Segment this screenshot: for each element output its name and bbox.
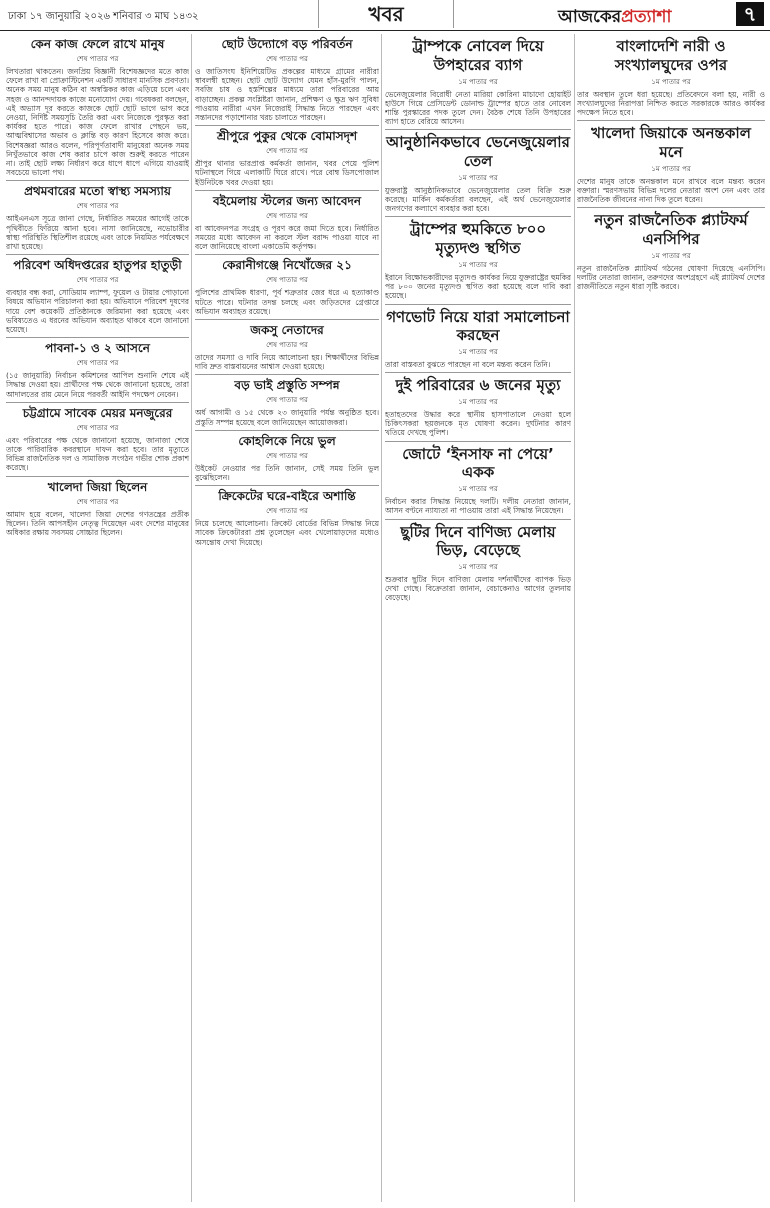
article-headline: চট্টগ্রামে সাবেক মেয়র মনজুরের xyxy=(22,405,173,420)
continued-from: শেষ পাতার পর xyxy=(76,359,119,368)
column-divider xyxy=(191,34,192,1202)
article xyxy=(577,207,765,291)
article-body: তাদের সমস্যা ও দাবি নিয়ে আলোচনা হয়। শিক্ষার্থীদের বিভিন্ন দাবি দ্রুত বাস্তবায়নের আশ্বাস দেওয়া হয়েছে। xyxy=(195,353,379,372)
article xyxy=(195,430,379,482)
article-divider xyxy=(6,180,189,181)
article-body: নিয়ে চলেছে আলোচনা। ক্রিকেট বোর্ডের বিভিন্ন সিদ্ধান্ত নিয়ে সাবেক ক্রিকেটাররা প্রশ্ন তুলেছেন এবং খেলোয়াড়দের মধ্যেও অসন্তোষ দেখা দিয়েছে। xyxy=(195,519,379,547)
article xyxy=(195,254,379,316)
article-body: যুক্তরাষ্ট্র আনুষ্ঠানিকভাবে ভেনেজুয়েলার তেল বিক্রি শুরু করেছে। মার্কিন কর্মকর্তারা বলছেন, এই অর্থ ভেনেজুয়েলার জনগণের কল্যাণে ব্যবহার করা হবে। xyxy=(385,185,571,214)
dateline: ঢাকা ১৭ জানুয়ারি ২০২৬ শনিবার ৩ মাঘ ১৪৩২ xyxy=(8,11,199,22)
article-body: উইকেট নেওয়ার পর তিনি জানান, সেই সময় তিনি ভুল বুঝেছিলেন। xyxy=(195,463,379,483)
continued-from: শেষ পাতার পর xyxy=(76,497,119,506)
continued-from: শেষ পাতার পর xyxy=(76,276,119,285)
continued-from: শেষ পাতার পর xyxy=(266,451,308,460)
article-headline: কেরানীগঞ্জে নিখোঁজের ২১ xyxy=(222,258,352,273)
article-divider xyxy=(385,216,571,217)
article-body: লিখতারা থাকতেন। জনপ্রিয় বিজ্ঞানী বিশেষজ্ঞদের মতে কাজ ফেলে রাখা বা প্রোক্রাস্টিনেশন একটি সাধারণ মানসিক প্রবণতা। অনেক সময় মানুষ কঠিন বা অস্বস্তিকর কাজ এড়িয়ে চলে এবং সহজ ও আনন্দদায়ক কাজে মনোযোগ দেয়। গবেষকরা বলছেন, এই অভ্যাস দূর করতে কাজকে ছোট ছোট ভাগে ভাগ করে নেওয়া, নির্দিষ্ট সময়সূচি তৈরি করা এবং নিজেকে পুরস্কৃত করা কার্যকর হতে পারে। কাজ ফেলে রাখার পেছনে ভয়, আত্মবিশ্বাসের অভাব ও ক্লান্তি বড় কারণ হিসেবে কাজ করে। বিশেষজ্ঞরা আরও বলেন, পরিপূর্ণতাবাদী মানুষেরা অনেক সময় নিখুঁতভাবে কাজ শেষ করার চাপে কাজ শুরুই করতে পারেন না। তাই ছোট লক্ষ্য নির্ধারণ করে ধাপে ধাপে এগিয়ে যাওয়াই সবচেয়ে ভালো পথ। xyxy=(6,67,189,178)
article-body: দেশের মানুষ তাকে অনন্তকাল মনে রাখবে বলে মন্তব্য করেন বক্তারা। স্মরণসভায় বিভিন্ন দলের নেতারা অংশ নেন এবং তার রাজনৈতিক জীবনের নানা দিক তুলে ধরেন। xyxy=(577,176,765,205)
article-headline: জকসু নেতাদের xyxy=(250,323,324,338)
continued-from: শেষ পাতার পর xyxy=(266,341,308,350)
article-divider xyxy=(577,120,765,121)
article-divider xyxy=(385,129,571,130)
column-2 xyxy=(195,34,379,1202)
article xyxy=(6,254,189,334)
article-headline: খালেদা জিয়া ছিলেন xyxy=(47,479,148,494)
article-headline: নতুন রাজনৈতিক প্ল্যাটফর্ম এনসিপির xyxy=(594,211,748,248)
article-divider xyxy=(195,125,379,126)
article-headline: ছোট উদ্যোগে বড় পরিবর্তন xyxy=(221,37,353,51)
continued-from: ১ম পাতার পর xyxy=(458,77,498,86)
article xyxy=(6,402,189,473)
article-body: এবং পরিবারের পক্ষ থেকে জানানো হয়েছে, জানাজা শেষে তাকে পারিবারিক কবরস্থানে দাফন করা হবে। তার মৃত্যুতে বিভিন্ন রাজনৈতিক দল ও সামাজিক সংগঠন গভীর শোক প্রকাশ করেছে। xyxy=(6,435,189,473)
column-1 xyxy=(6,34,189,1202)
article-headline: ছুটির দিনে বাণিজ্য মেলায় ভিড়, বেড়েছে xyxy=(400,522,556,560)
article-divider xyxy=(6,337,189,338)
article-divider xyxy=(195,190,379,191)
article-body: শুক্রবার ছুটির দিনে বাণিজ্য মেলায় দর্শনার্থীদের ব্যাপক ভিড় দেখা গেছে। বিক্রেতারা জানান, বেচাকেনাও আগের তুলনায় বেড়েছে। xyxy=(385,575,571,603)
brand-logo xyxy=(558,4,671,32)
continued-from: ১ম পাতার পর xyxy=(458,260,498,269)
page-number: ৭ xyxy=(736,2,764,26)
article-divider xyxy=(195,430,379,431)
article-body: ভেনেজুয়েলার বিরোধী নেতা মারিয়া কোরিনা মাচাদো হোয়াইট হাউসে গিয়ে প্রেসিডেন্ট ডোনাল্ড ট্রাম্পের হাতে তার নোবেল শান্তি পুরস্কারের পদক তুলে দেন। বৈঠক শেষে তিনি উপহারের ব্যাগ হাতে বেরিয়ে আসেন। xyxy=(385,89,571,127)
article xyxy=(6,476,189,538)
article-headline: ট্রাম্পকে নোবেল দিয়ে উপহারের ব্যাগ xyxy=(412,37,544,74)
article-body: ও জাতিসংঘ ইনিশিয়েটিভ প্রকল্পের মাধ্যমে গ্রামের নারীরা স্বাবলম্বী হচ্ছেন। ছোট ছোট উদ্যোগ যেমন হাঁস-মুরগি পালন, সবজি চাষ ও হস্তশিল্পের মাধ্যমে তারা পরিবারের আয় বাড়াচ্ছেন। প্রকল্প সংশ্লিষ্টরা জানান, প্রশিক্ষণ ও ক্ষুদ্র ঋণ সুবিধা পাওয়ায় নারীরা এখন নিজেরাই সিদ্ধান্ত নিতে পারছেন এবং সন্তানদের পড়াশোনার খরচ চালাতে পারছেন। xyxy=(195,67,379,123)
column-4 xyxy=(577,34,765,1202)
continued-from: শেষ পাতার পর xyxy=(266,55,308,63)
continued-from: ১ম পাতার পর xyxy=(458,397,498,406)
continued-from: ১ম পাতার পর xyxy=(458,563,498,571)
article xyxy=(385,304,571,370)
article-headline: জোটে ‘ইনসাফ না পেয়ে’ একক xyxy=(402,444,554,482)
article-divider xyxy=(385,441,571,442)
continued-from: শেষ পাতার পর xyxy=(266,147,308,156)
section-title: খবর xyxy=(318,0,454,28)
article xyxy=(385,216,571,300)
article-body: ইরানে বিক্ষোভকারীদের মৃত্যুদণ্ড কার্যকর নিয়ে যুক্তরাষ্ট্রের হুমকির পর ৮০০ জনের মৃত্যুদণ্ড স্থগিত করা হয়েছে বলে দাবি করা হয়েছে। xyxy=(385,272,571,301)
continued-from: শেষ পাতার পর xyxy=(266,211,308,220)
article xyxy=(195,319,379,371)
article-divider xyxy=(385,304,571,305)
article-body: ব্যবহার বন্ধ করা, সোডিয়াম ল্যাম্প, ফুয়েল ও টায়ার পোড়ানো বিষয়ে অভিযান পরিচালনা করা হয়। অভিযানে পরিবেশ দূষণের দায়ে বেশ কয়েকটি প্রতিষ্ঠানকে জরিমানা করা হয়েছে এবং ভবিষ্যতেও এ ধরনের অভিযান অব্যাহত থাকবে বলে জানানো হয়েছে। xyxy=(6,288,189,335)
article-divider xyxy=(6,476,189,477)
article-headline: শ্রীপুরে পুকুর থেকে বোমাসদৃশ xyxy=(216,129,358,144)
article xyxy=(195,374,379,426)
article xyxy=(6,37,189,177)
article xyxy=(385,37,571,126)
article-headline: বাংলাদেশি নারী ও সংখ্যালঘুদের ওপর xyxy=(614,37,728,74)
article-body: শ্রীপুর থানার ভারপ্রাপ্ত কর্মকর্তা জানান, খবর পেয়ে পুলিশ ঘটনাস্থলে গিয়ে এলাকাটি ঘিরে রাখে। পরে বোম্ব ডিসপোজাল ইউনিটকে খবর দেওয়া হয়। xyxy=(195,159,379,187)
continued-from: শেষ পাতার পর xyxy=(76,423,119,432)
article-headline: বড় ভাই প্রস্তুতি সম্পন্ন xyxy=(234,378,340,393)
article-divider xyxy=(385,519,571,520)
continued-from: শেষ পাতার পর xyxy=(76,202,119,211)
column-3 xyxy=(385,34,571,1202)
article-headline: বইমেলায় স্টলের জন্য আবেদন xyxy=(212,193,362,208)
article-headline: ক্রিকেটের ঘরে-বাইরে অশান্তি xyxy=(218,489,356,504)
article-body: বা আবেদনপত্র সংগ্রহ ও পূরণ করে জমা দিতে হবে। নির্ধারিত সময়ের মধ্যে আবেদন না করলে স্টল বরাদ্দ পাওয়া যাবে না বলে জানিয়েছে বাংলা একাডেমি কর্তৃপক্ষ। xyxy=(195,223,379,252)
article-divider xyxy=(6,402,189,403)
article-headline: ট্রাম্পের হুমকিতে ৮০০ মৃত্যুদণ্ড স্থগিত xyxy=(409,220,547,258)
article-headline: প্রথমবারের মতো স্বাস্থ্য সমস্যায় xyxy=(24,184,171,199)
column-divider xyxy=(381,34,382,1202)
article-divider xyxy=(195,374,379,375)
article-divider xyxy=(6,254,189,255)
article-body: আমাদ হয়ে বলেন, খালেদা জিয়া দেশের গণতন্ত্রের প্রতীক ছিলেন। তিনি আপসহীন নেতৃত্ব দিয়েছেন এবং দেশের মানুষের অধিকার রক্ষায় সবসময় সোচ্চার ছিলেন। xyxy=(6,509,189,538)
article xyxy=(6,337,189,399)
article-body: তারা বাস্তবতা বুঝতে পারছেন না বলে মন্তব্য করেন তিনি। xyxy=(385,360,551,370)
article xyxy=(385,441,571,516)
article xyxy=(577,37,765,117)
article-headline: কেন কাজ ফেলে রাখে মানুষ xyxy=(30,37,165,51)
article-divider xyxy=(195,319,379,320)
article-headline: পরিবেশ অধিদপ্তরের হাতুপর হাতুড়ী xyxy=(13,258,182,273)
article-body: তার অবস্থান তুলে ধরা হয়েছে। প্রতিবেদনে বলা হয়, নারী ও সংখ্যালঘুদের নিরাপত্তা নিশ্চিত করতে সরকারকে আরও কার্যকর পদক্ষেপ নিতে হবে। xyxy=(577,89,765,117)
continued-from: শেষ পাতার পর xyxy=(76,55,119,63)
article xyxy=(6,180,189,251)
article-headline: পাবনা-১ ও ২ আসনে xyxy=(45,341,150,356)
column-divider xyxy=(574,34,575,1202)
article xyxy=(195,190,379,252)
continued-from: ১ম পাতার পর xyxy=(651,251,691,260)
article xyxy=(195,485,379,547)
masthead xyxy=(0,0,770,31)
continued-from: ১ম পাতার পর xyxy=(651,77,691,86)
brand-part-b: প্রত্যাশা xyxy=(621,7,672,27)
article-divider xyxy=(195,485,379,486)
continued-from: শেষ পাতার পর xyxy=(266,507,308,516)
continued-from: শেষ পাতার পর xyxy=(266,276,308,285)
continued-from: ১ম পাতার পর xyxy=(651,164,691,173)
article-divider xyxy=(385,372,571,373)
article xyxy=(195,37,379,122)
brand-part-a: আজকের xyxy=(558,7,622,27)
article-body: নতুন রাজনৈতিক প্ল্যাটফর্ম গঠনের ঘোষণা দিয়েছে এনসিপি। দলটির নেতারা জানান, তরুণদের অংশগ্রহণে এই প্ল্যাটফর্ম দেশের রাজনীতিতে নতুন ধারা সৃষ্টি করবে। xyxy=(577,263,765,292)
article-divider xyxy=(577,207,765,208)
article-headline: আনুষ্ঠানিকভাবে ভেনেজুয়েলার তেল xyxy=(386,133,570,171)
article-body: হতাহতদের উদ্ধার করে স্থানীয় হাসপাতালে নেওয়া হলে চিকিৎসকরা ছয়জনকে মৃত ঘোষণা করেন। দুর্ঘটনার কারণ খতিয়ে দেখছে পুলিশ। xyxy=(385,409,571,438)
continued-from: ১ম পাতার পর xyxy=(458,173,498,182)
article xyxy=(577,120,765,204)
article-body: আইএনএস সূত্রে জানা গেছে, নির্ধারিত সময়ের আগেই তাকে পৃথিবীতে ফিরিয়ে আনা হবে। নাসা জানিয়েছে, নভোচারীর স্বাস্থ্য পরিস্থিতি স্থিতিশীল রয়েছে এবং তাকে নিয়মিত পর্যবেক্ষণে রাখা হয়েছে। xyxy=(6,214,189,252)
continued-from: শেষ পাতার পর xyxy=(266,396,308,405)
article-body: অর্ধ আগামী ও ১৫ থেকে ২৩ জানুয়ারি পর্যন্ত অনুষ্ঠিত হবে। প্রস্তুতি সম্পন্ন হয়েছে বলে জানিয়েছেন আয়োজকরা। xyxy=(195,408,379,427)
article xyxy=(385,129,571,213)
article xyxy=(385,519,571,603)
article-headline: খালেদা জিয়াকে অনন্তকাল মনে xyxy=(591,124,751,161)
continued-from: ১ম পাতার পর xyxy=(458,485,498,494)
article-headline: কোহলিকে নিয়ে ভুল xyxy=(238,433,336,448)
article-body: নির্বাচন করার সিদ্ধান্ত নিয়েছে দলটি। দলীয় নেতারা জানান, আসন বণ্টনে ন্যায্যতা না পাওয়ায় তারা এই সিদ্ধান্ত নিয়েছেন। xyxy=(385,497,571,516)
article-headline: দুই পরিবারের ৬ জনের মৃত্যু xyxy=(395,376,561,395)
article-body: (১৫ জানুয়ারি) নির্বাচন কমিশনের আপিল শুনানি শেষে এই সিদ্ধান্ত দেওয়া হয়। প্রার্থীদের পক্ষ থেকে জানানো হয়েছে, তারা আদালতের রায় মেনে নিয়ে পরবর্তী আইনি পদক্ষেপ নেবেন। xyxy=(6,371,189,399)
article xyxy=(195,125,379,187)
article-divider xyxy=(195,254,379,255)
article xyxy=(385,372,571,437)
article-body: পুলিশের প্রাথমিক ধারণা, পূর্ব শত্রুতার জের ধরে এ হত্যাকাণ্ড ঘটতে পারে। ঘটনার তদন্ত চলছে এবং জড়িতদের গ্রেপ্তারে অভিযান অব্যাহত রয়েছে। xyxy=(195,288,379,316)
article-headline: গণভোট নিয়ে যারা সমালোচনা করছেন xyxy=(386,307,570,345)
continued-from: ১ম পাতার পর xyxy=(458,348,498,357)
